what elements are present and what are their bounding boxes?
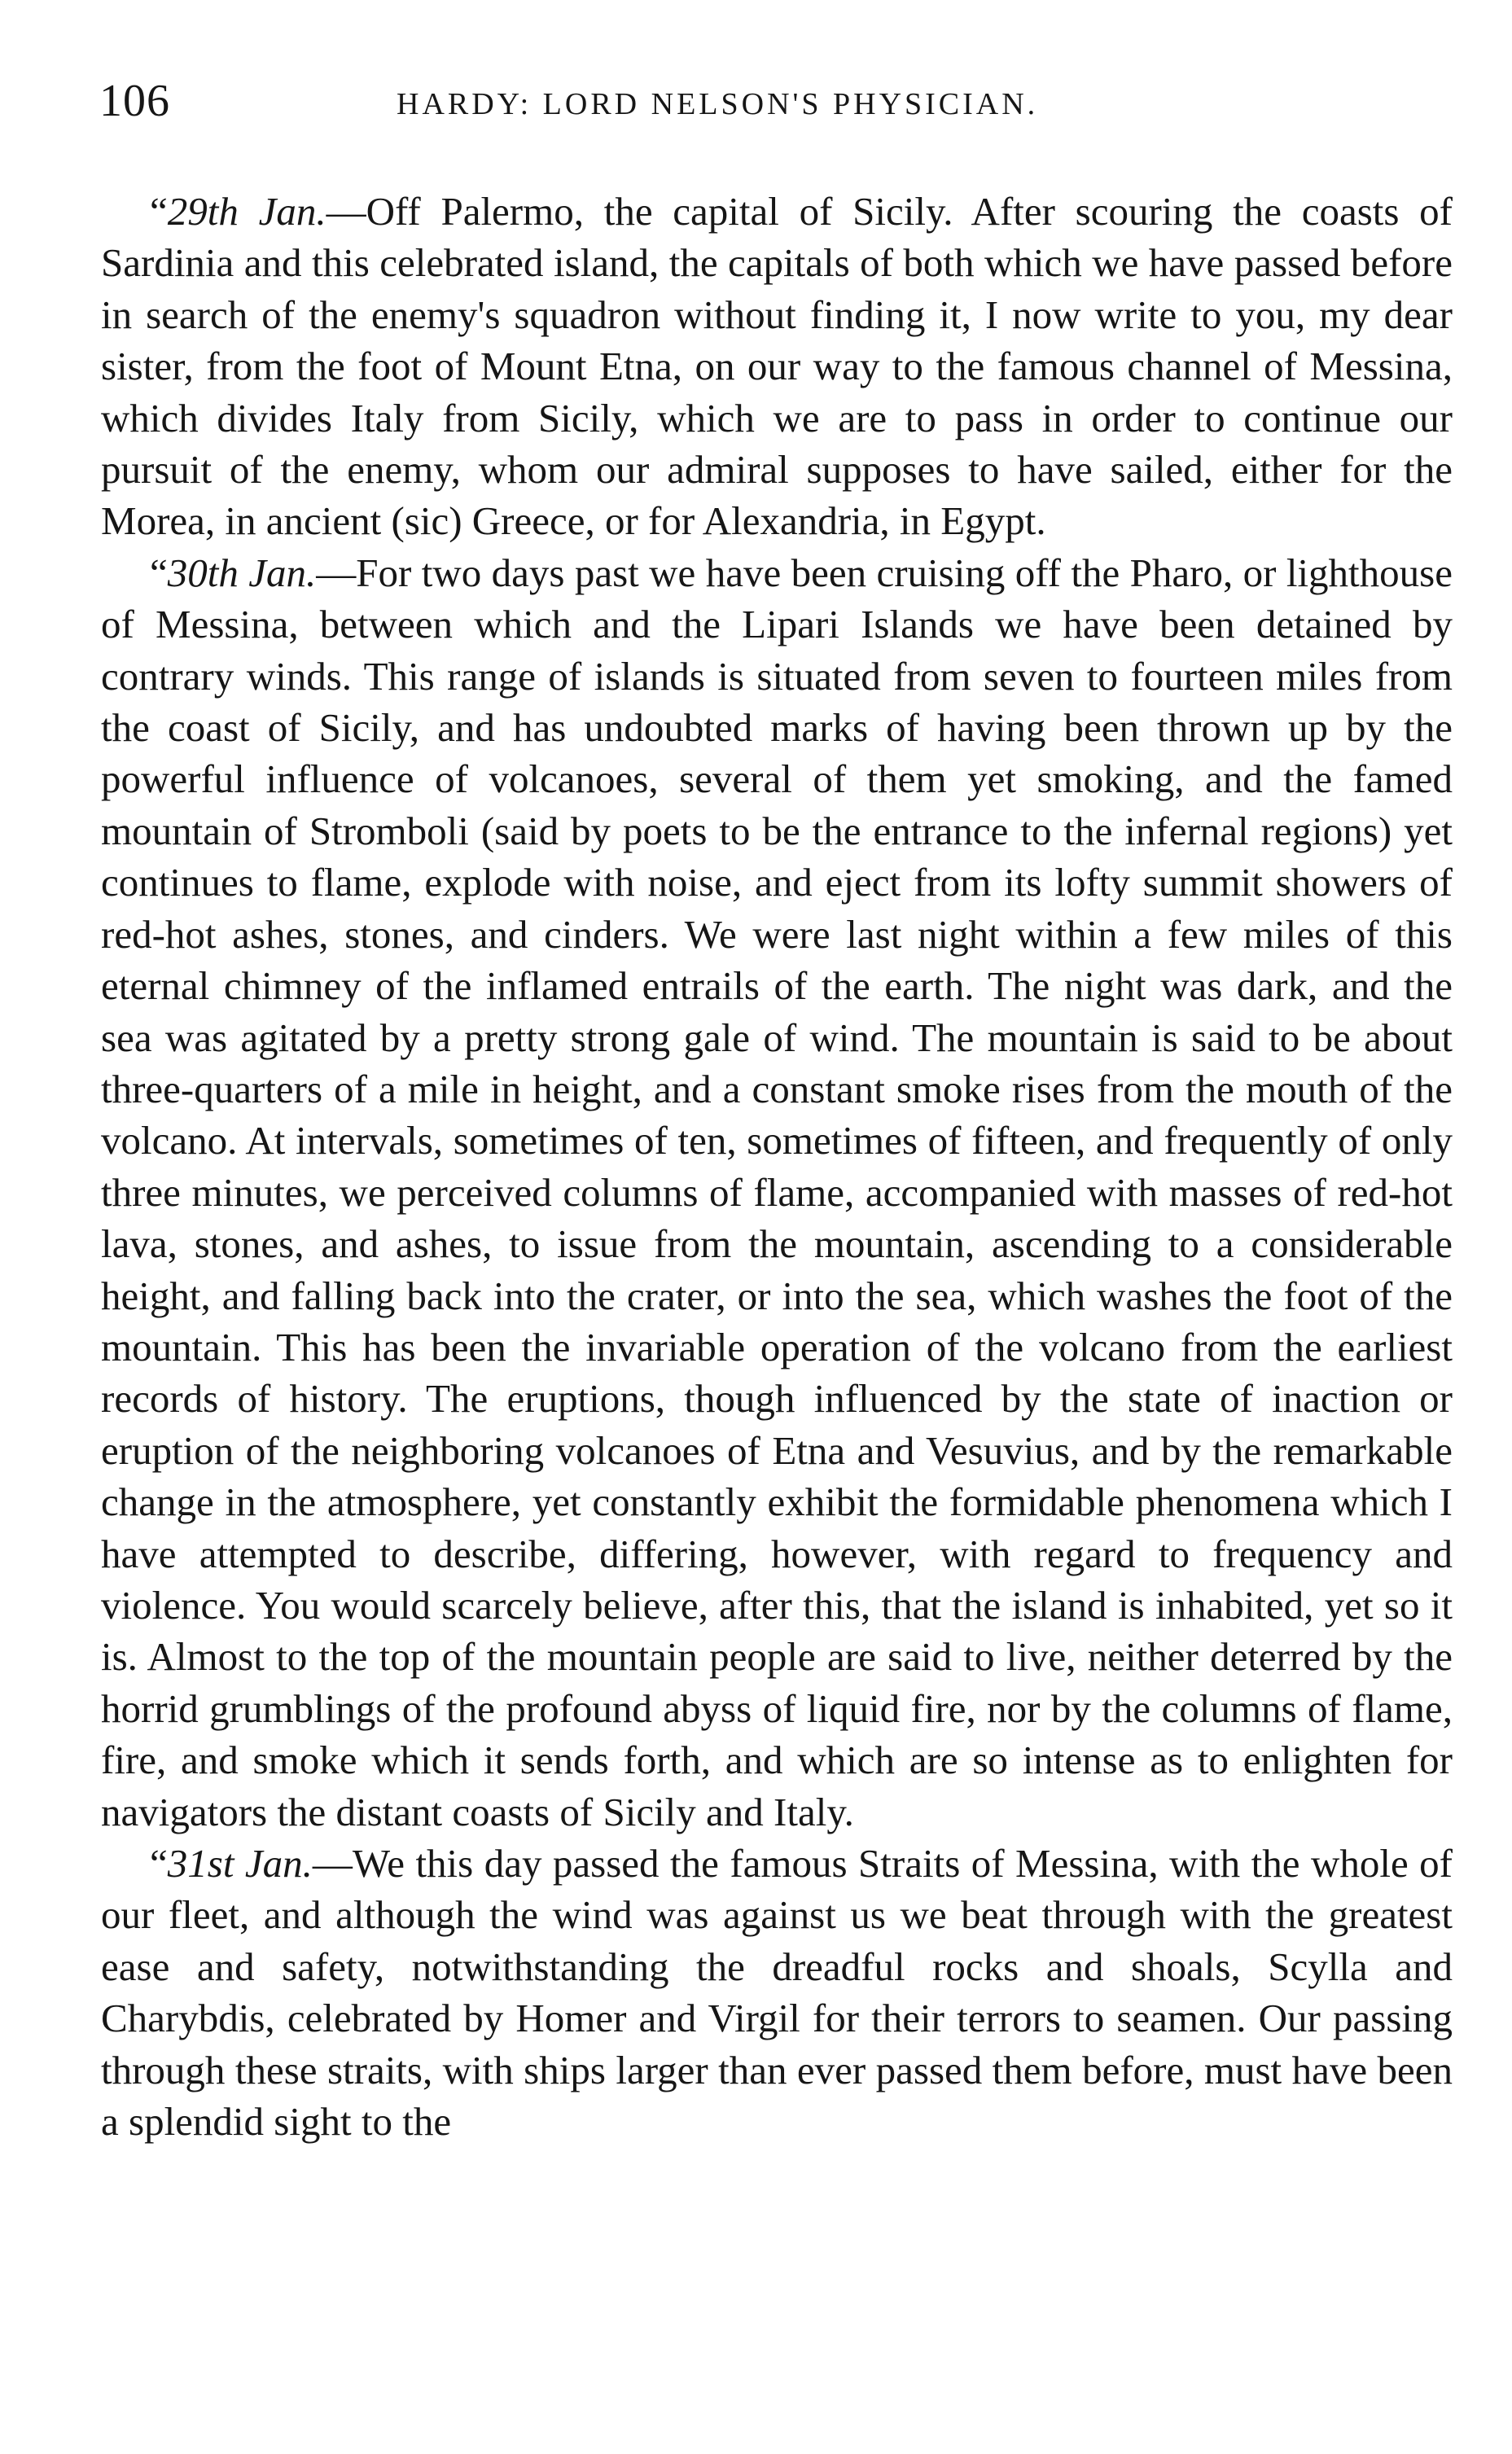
open-quote: “ [150, 550, 168, 595]
entry-date: 31st Jan. [167, 1841, 313, 1886]
running-head: HARDY: LORD NELSON'S PHYSICIAN. [397, 87, 1039, 121]
paragraph-30th-jan [101, 547, 1453, 1838]
paragraph-text: —We this day passed the famous Straits of Messina, with the whole of our fleet, and although the wind was against us we beat through with the greatest ease and safety, notwithstanding the dreadful rocks and shoals, Scylla and Charybdis, celebrated by Homer and Virgil for their terrors to seamen. Our passing through these straits, with ships larger than ever passed them before, must have been a splendid sight to the [101, 1841, 1453, 2145]
paragraph-text: —Off Palermo, the capital of Sicily. After scouring the coasts of Sardinia and this celebrated island, the capitals of both which we have passed before in search of the enemy's squadron without finding it, I now write to you, my dear sister, from the foot of Mount Etna, on our way to the famous channel of Messina, which divides Italy from Sicily, which we are to pass in order to continue our pursuit of the enemy, whom our admiral supposes to have sailed, either for the Morea, in ancient (sic) Greece, or for Alexandria, in Egypt. [101, 189, 1453, 544]
page-number: 106 [99, 76, 170, 126]
paragraph-text: —For two days past we have been cruising off the Pharo, or lighthouse of Messina, between which and the Lipari Islands we have been detained by contrary winds. This range of islands is situated from seven to fourteen miles from the coast of Sicily, and has undoubted marks of having been thrown up by the powerful influence of volcanoes, several of them yet smoking, and the famed mountain of Stromboli (said by poets to be the entrance to the infernal regions) yet continues to flame, explode with noise, and eject from its lofty summit showers of red-hot ashes, stones, and cinders. We were last night within a few miles of this eternal chimney of the inflamed entrails of the earth. The night was dark, and the sea was agitated by a pretty strong gale of wind. The mountain is said to be about three-quarters of a mile in height, and a constant smoke rises from the mouth of the volcano. At intervals, sometimes of ten, sometimes of fifteen, and frequently of only three minutes, we perceived columns of flame, accompanied with masses of red-hot lava, stones, and ashes, to issue from the mountain, ascending to a considerable height, and falling back into the crater, or into the sea, which washes the foot of the mountain. This has been the invariable operation of the volcano from the earliest records of history. The eruptions, though influenced by the state of inaction or eruption of the neighboring volcanoes of Etna and Vesuvius, and by the remarkable change in the atmosphere, yet constantly exhibit the formidable phenomena which I have attempted to describe, differing, however, with regard to frequency and violence. You would scarcely believe, after this, that the island is inhabited, yet so it is. Almost to the top of the mountain people are said to live, neither deterred by the horrid grumblings of the profound abyss of liquid fire, nor by the columns of flame, fire, and smoke which it sends forth, and which are so intense as to enlighten for navigators the distant coasts of Sicily and Italy. [101, 550, 1453, 1834]
body-text [101, 186, 1453, 2147]
open-quote: “ [150, 1841, 168, 1886]
paragraph-31st-jan [101, 1838, 1453, 2147]
page-header [99, 75, 1451, 132]
entry-date: 30th Jan. [167, 550, 317, 595]
entry-date: 29th Jan. [167, 189, 327, 234]
open-quote: “ [150, 189, 168, 234]
paragraph-29th-jan [101, 186, 1453, 547]
